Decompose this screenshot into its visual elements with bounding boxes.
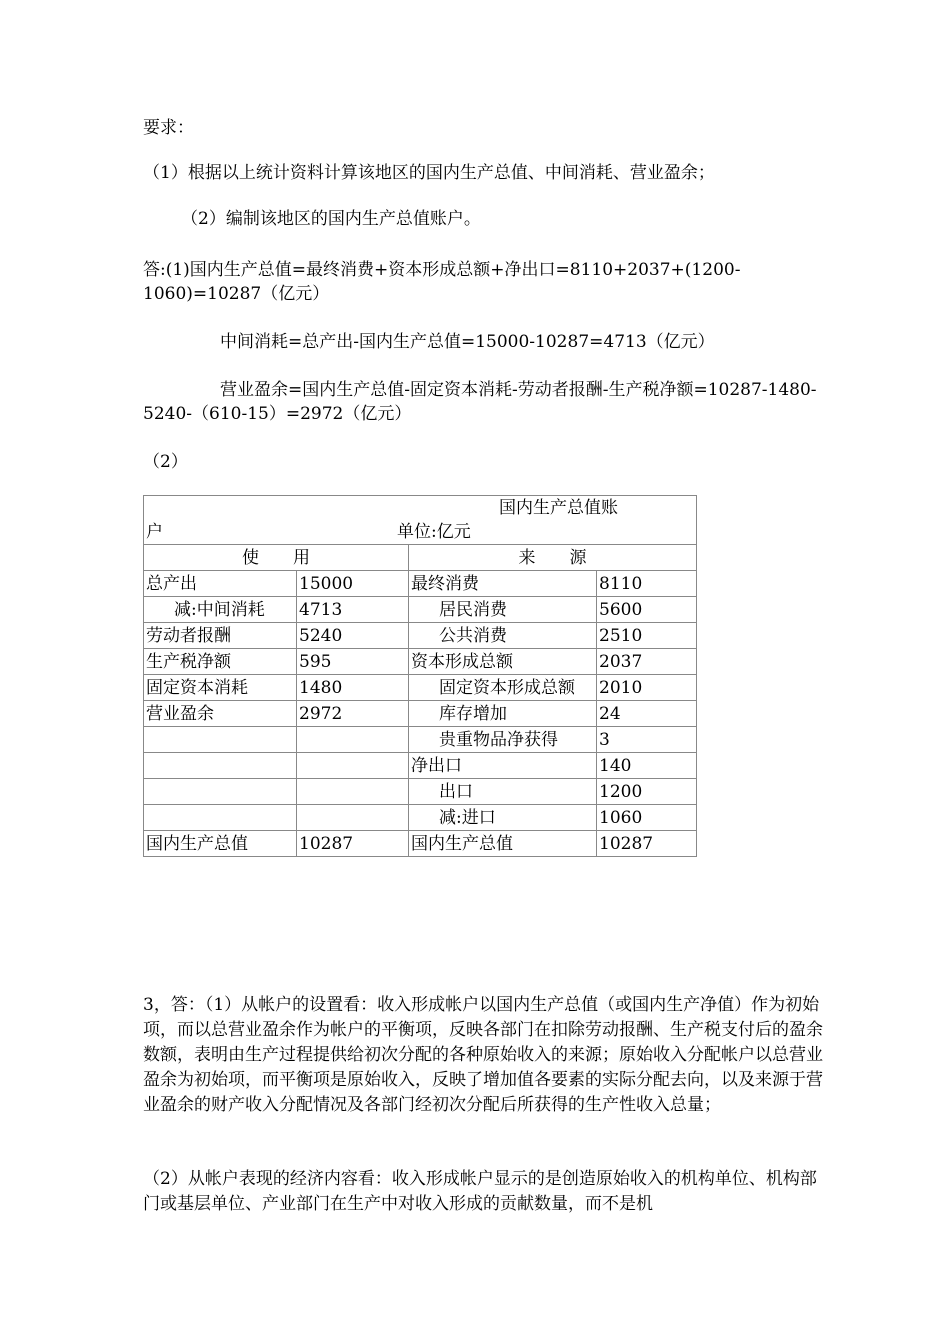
table-row [144, 727, 697, 753]
source-item: 资本形成总额 [409, 649, 597, 675]
requirement-label: 要求： [143, 118, 194, 138]
account-header-row [144, 545, 697, 571]
account-title-cont: 户 [146, 522, 163, 542]
answer-line-2: 中间消耗=总产出-国内生产总值=15000-10287=4713（亿元） [220, 332, 715, 352]
use-item: 固定资本消耗 [144, 675, 297, 701]
table-row [144, 701, 697, 727]
use-item: 国内生产总值 [144, 831, 297, 857]
use-value [297, 805, 409, 831]
use-value: 15000 [297, 571, 409, 597]
source-value: 24 [597, 701, 697, 727]
table-row [144, 831, 697, 857]
source-value: 8110 [597, 571, 697, 597]
source-value: 3 [597, 727, 697, 753]
source-value: 5600 [597, 597, 697, 623]
use-header: 使 用 [144, 545, 409, 571]
use-item [144, 753, 297, 779]
source-value: 1060 [597, 805, 697, 831]
source-item: 国内生产总值 [409, 831, 597, 857]
use-item: 减:中间消耗 [144, 597, 297, 623]
use-value: 2972 [297, 701, 409, 727]
table-row [144, 675, 697, 701]
use-value: 1480 [297, 675, 409, 701]
use-value [297, 779, 409, 805]
source-header: 来 源 [409, 545, 697, 571]
use-value: 595 [297, 649, 409, 675]
table-row [144, 597, 697, 623]
q3-paragraph-2: （2）从帐户表现的经济内容看：收入形成帐户显示的是创造原始收入的机构单位、机构部门或基层单位、产业部门在生产中对收入形成的贡献数量，而不是机 [143, 1169, 817, 1214]
source-value: 10287 [597, 831, 697, 857]
source-item: 净出口 [409, 753, 597, 779]
source-value: 2010 [597, 675, 697, 701]
table-row [144, 753, 697, 779]
table-row [144, 779, 697, 805]
use-value: 4713 [297, 597, 409, 623]
table-row [144, 571, 697, 597]
source-item: 固定资本形成总额 [409, 675, 597, 701]
source-value: 140 [597, 753, 697, 779]
answer-line-3: 营业盈余=国内生产总值-固定资本消耗-劳动者报酬-生产税净额=10287-1480-5240-（610-15）=2972（亿元） [143, 380, 817, 424]
table-row [144, 623, 697, 649]
q3-paragraph-1: 3，答：（1）从帐户的设置看：收入形成帐户以国内生产总值（或国内生产净值）作为初始项，而以总营业盈余作为帐户的平衡项，反映各部门在扣除劳动报酬、生产税支付后的盈余数额，表明由生产过程提供给初次分配的各种原始收入的来源；原始收入分配帐户以总营业盈余为初始项，而平衡项是原始收入，反映了增加值各要素的实际分配去向，以及来源于营业盈余的财产收入分配情况及各部门经初次分配后所获得的生产性收入总量； [143, 995, 823, 1115]
account-unit: 单位:亿元 [397, 522, 471, 542]
answer-line-1: 答:(1)国内生产总值=最终消费+资本形成总额+净出口=8110+2037+(1200-1060)=10287（亿元） [143, 260, 741, 304]
use-item [144, 805, 297, 831]
source-value: 1200 [597, 779, 697, 805]
use-value [297, 727, 409, 753]
use-value: 10287 [297, 831, 409, 857]
table-row [144, 805, 697, 831]
use-item: 生产税净额 [144, 649, 297, 675]
use-item: 营业盈余 [144, 701, 297, 727]
gdp-account-table [143, 495, 697, 857]
source-item: 减:进口 [409, 805, 597, 831]
use-item: 劳动者报酬 [144, 623, 297, 649]
source-item: 库存增加 [409, 701, 597, 727]
source-item: 居民消费 [409, 597, 597, 623]
table-row [144, 649, 697, 675]
source-value: 2510 [597, 623, 697, 649]
source-item: 贵重物品净获得 [409, 727, 597, 753]
account-title-row [144, 496, 697, 545]
source-item: 公共消费 [409, 623, 597, 649]
use-item [144, 779, 297, 805]
use-item [144, 727, 297, 753]
source-item: 最终消费 [409, 571, 597, 597]
use-value [297, 753, 409, 779]
account-title: 国内生产总值账 [499, 498, 618, 518]
use-value: 5240 [297, 623, 409, 649]
requirement-2: （2）编制该地区的国内生产总值账户。 [181, 209, 481, 229]
source-value: 2037 [597, 649, 697, 675]
use-item: 总产出 [144, 571, 297, 597]
source-item: 出口 [409, 779, 597, 805]
requirement-1: （1）根据以上统计资料计算该地区的国内生产总值、中间消耗、营业盈余； [143, 163, 715, 183]
answer-part-2-label: （2） [143, 452, 188, 472]
